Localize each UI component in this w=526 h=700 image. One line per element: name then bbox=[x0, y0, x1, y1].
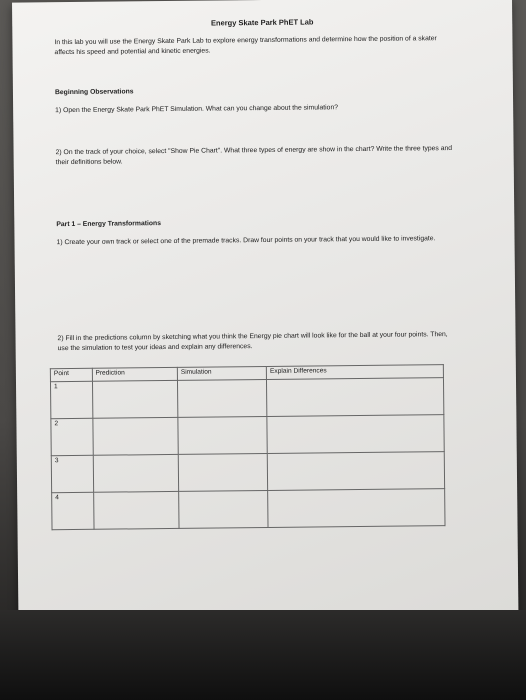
simulation-cell bbox=[178, 416, 268, 454]
simulation-cell bbox=[179, 490, 269, 528]
worksheet-page bbox=[12, 0, 518, 621]
explain-cell bbox=[267, 378, 444, 417]
header-prediction: Prediction bbox=[92, 367, 177, 381]
header-explain-differences: Explain Differences bbox=[266, 365, 443, 380]
explain-cell bbox=[267, 415, 444, 454]
page-title: Energy Skate Park PhET Lab bbox=[210, 17, 314, 28]
prediction-cell bbox=[93, 491, 179, 529]
beginning-question-1: 1) Open the Energy Skate Park PhET Simulation. What can you change about the simulation? bbox=[55, 104, 339, 115]
prediction-cell bbox=[92, 380, 178, 418]
row-point-number: 3 bbox=[51, 455, 93, 492]
table-row bbox=[51, 452, 444, 493]
part1-heading: Part 1 – Energy Transformations bbox=[56, 220, 162, 229]
beginning-heading: Beginning Observations bbox=[54, 88, 134, 97]
simulation-cell bbox=[178, 453, 268, 491]
prediction-cell bbox=[93, 454, 179, 492]
explain-cell bbox=[268, 489, 445, 528]
explain-cell bbox=[267, 452, 444, 491]
part1-question-1: 1) Create your own track or select one of the premade tracks. Draw four points on your track that you would like to investigate. bbox=[56, 235, 436, 247]
row-point-number: 4 bbox=[52, 492, 94, 529]
dark-surface bbox=[0, 610, 526, 700]
prediction-cell bbox=[92, 417, 178, 455]
beginning-question-2: 2) On the track of your choice, select "Show Pie Chart". What three types of energy are show in the chart? Write the three types and their definitions below. bbox=[55, 145, 453, 167]
header-simulation: Simulation bbox=[177, 366, 266, 380]
table-row bbox=[51, 415, 444, 456]
row-point-number: 2 bbox=[51, 418, 93, 455]
simulation-cell bbox=[177, 379, 267, 417]
row-point-number: 1 bbox=[50, 381, 92, 418]
part1-question-2: 2) Fill in the predictions column by sketching what you think the Energy pie chart will look like for the ball at your four points. Then, use the simulation to test your ideas and explain any differences. bbox=[57, 331, 448, 353]
predictions-table bbox=[50, 364, 446, 530]
table-row bbox=[52, 489, 445, 530]
table-row bbox=[50, 378, 443, 419]
header-point: Point bbox=[50, 368, 92, 381]
intro-text: In this lab you will use the Energy Skate Park Lab to explore energy transformations and determine how the position of a skater affects his speed and potential and kinetic energies. bbox=[54, 35, 437, 57]
